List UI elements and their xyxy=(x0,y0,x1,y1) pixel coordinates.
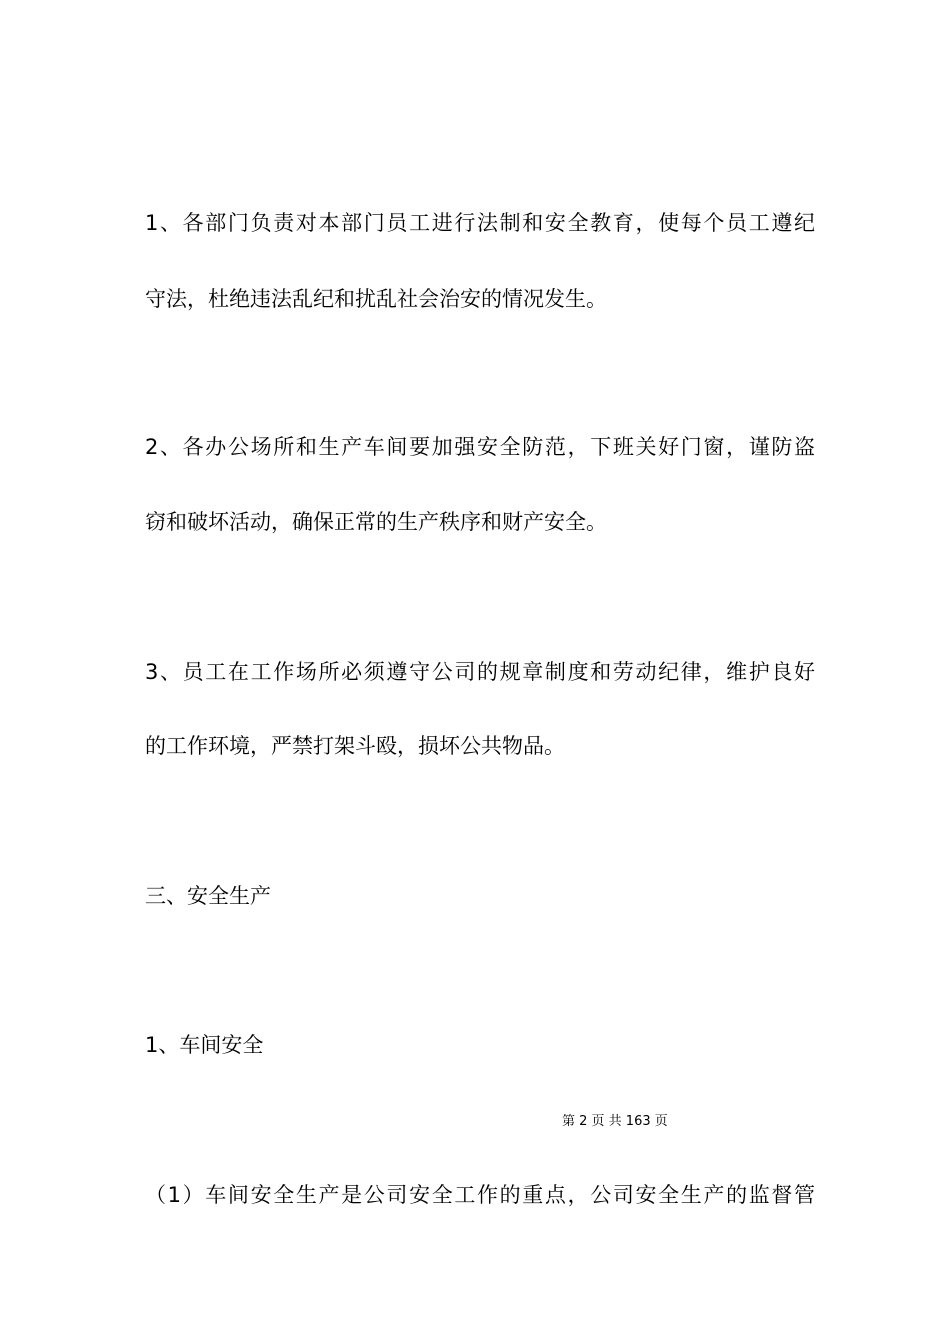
paragraph-3-line-1: 3、员工在工作场所必须遵守公司的规章制度和劳动纪律，维护良好 xyxy=(145,660,815,684)
paragraph-2-line-1: 2、各办公场所和生产车间要加强安全防范，下班关好门窗，谨防盗 xyxy=(145,435,815,459)
paragraph-3-line-2: 的工作环境，严禁打架斗殴，损坏公共物品。 xyxy=(145,734,565,758)
paragraph-4-line-1: （1）车间安全生产是公司安全工作的重点，公司安全生产的监督管 xyxy=(145,1183,815,1207)
section-heading: 三、安全生产 xyxy=(145,884,271,908)
paragraph-1-line-2: 守法，杜绝违法乱纪和扰乱社会治安的情况发生。 xyxy=(145,287,607,311)
paragraph-1-line-1: 1、各部门负责对本部门员工进行法制和安全教育，使每个员工遵纪 xyxy=(145,211,815,235)
paragraph-2-line-2: 窃和破坏活动，确保正常的生产秩序和财产安全。 xyxy=(145,510,607,534)
page-number: 第 2 页 共 163 页 xyxy=(562,1114,668,1129)
subsection-heading: 1、车间安全 xyxy=(145,1033,264,1057)
